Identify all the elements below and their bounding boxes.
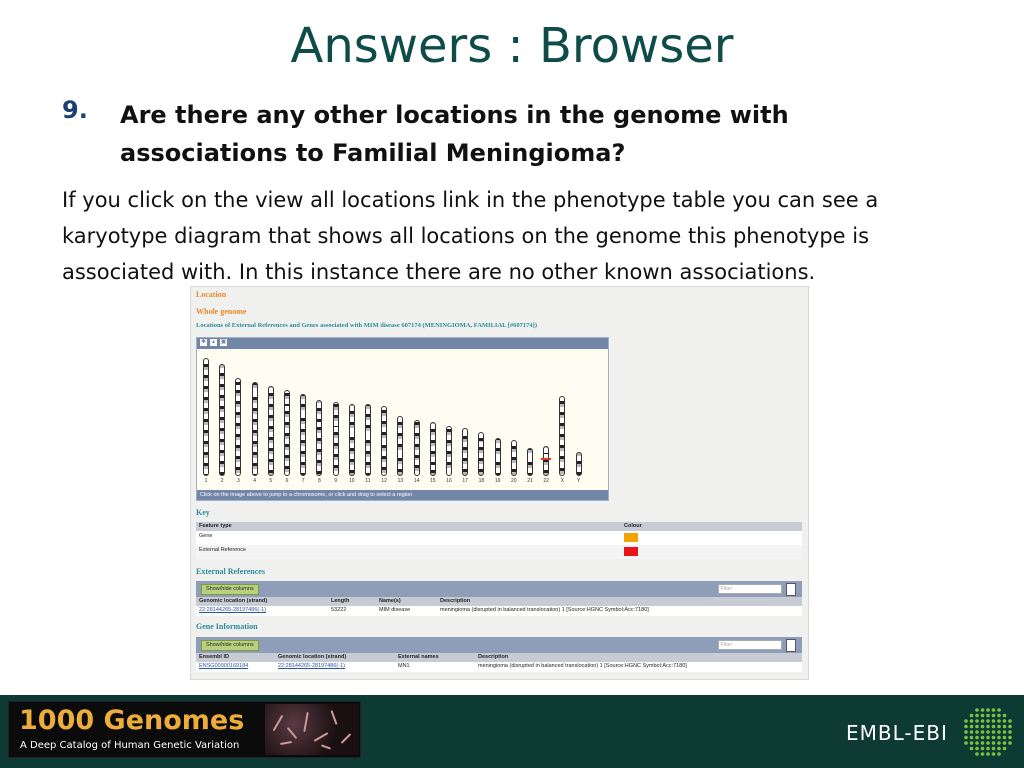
chromosome-16[interactable]: [446, 426, 452, 476]
filter-input[interactable]: Filter: [718, 640, 782, 650]
chromosome-label: 18: [478, 478, 485, 484]
key-table: [196, 522, 802, 562]
header-colour: Colour: [624, 523, 642, 529]
chromosome-label: X: [560, 478, 565, 484]
chromosome-label: 22: [543, 478, 549, 484]
chromosome-19[interactable]: [495, 438, 501, 476]
gene-information-heading: Gene Information: [196, 622, 258, 631]
table-header: [196, 597, 802, 606]
chromosome-label: 3: [237, 478, 240, 484]
chromosome-photo: [265, 704, 359, 755]
header-description: Description: [478, 654, 509, 660]
chromosome-label: 21: [527, 478, 533, 484]
table-header: [196, 522, 802, 531]
chromosome-10[interactable]: [349, 404, 355, 476]
chromosome-label: 7: [301, 478, 305, 484]
location-heading: Location: [196, 290, 227, 299]
header-description: Description: [440, 598, 471, 604]
table-row: [196, 545, 802, 559]
karyotype-toolbar: [197, 338, 608, 349]
question-line-2: associations to Familial Meningioma?: [120, 139, 626, 167]
gear-icon[interactable]: ✱: [200, 339, 207, 345]
chromosome-label: 11: [365, 478, 371, 484]
karyotype-subtitle: Locations of External References and Genes associated with MIM disease 607174 (MENINGIOMA, FAMILIAL [#607174]): [196, 322, 537, 329]
chromosome-label: 10: [349, 478, 355, 484]
answer-text: If you click on the view all locations link in the phenotype table you can see a karyotype diagram that shows all locations on the genome this phenotype is associated with. In this instance there are no other known associations.: [62, 188, 879, 284]
chromosome-label: 13: [397, 478, 404, 484]
ext-ref-description: meningioma (disrupted in balanced translocation) 1 [Source:HGNC Symbol;Acc:7180]: [440, 607, 649, 613]
chromosome-8[interactable]: [316, 400, 322, 476]
ensembl-id-link[interactable]: ENSG00000169184: [199, 663, 249, 669]
key-extref-label: External Reference: [199, 547, 247, 553]
table-row: [196, 531, 802, 545]
export-table-icon[interactable]: [786, 583, 796, 596]
gene-info-toolbar: [196, 637, 802, 653]
chromosome-Y[interactable]: [576, 452, 582, 476]
chromosome-label: 15: [430, 478, 436, 484]
chromosome-22[interactable]: [543, 446, 549, 476]
image-icon[interactable]: ▣: [220, 339, 227, 345]
chromosome-11[interactable]: [365, 404, 371, 476]
logo-main-text: 1000 Genomes: [19, 705, 245, 736]
header-external-names: External names: [398, 654, 439, 660]
mn1-location-marker[interactable]: [541, 458, 551, 460]
embl-ebi-text: EMBL-EBI: [846, 721, 948, 745]
chromosome-20[interactable]: [511, 440, 517, 476]
chromosome-2[interactable]: [219, 364, 225, 476]
header-ensembl-id: Ensembl ID: [199, 654, 229, 660]
gene-colour-swatch: [624, 533, 638, 542]
chromosome-label: 9: [334, 478, 337, 484]
key-heading: Key: [196, 508, 210, 517]
karyotype-footer: Click on the image above to jump to a chromosome, or click and drag to select a region: [197, 490, 608, 500]
chromosome-label: 16: [446, 478, 452, 484]
chromosome-label: 6: [285, 478, 289, 484]
question-number: 9.: [62, 96, 88, 124]
table-row: [196, 606, 802, 616]
chromosome-6[interactable]: [284, 390, 290, 476]
chromosome-13[interactable]: [397, 416, 403, 476]
chromosome-17[interactable]: [462, 428, 468, 476]
question-text: [120, 96, 880, 172]
gene-external-name: MN1: [398, 663, 410, 669]
browser-screenshot: [190, 286, 809, 680]
chromosome-5[interactable]: [268, 386, 274, 476]
header-genomic-location: Genomic location (strand): [199, 598, 268, 604]
chromosome-label: 14: [413, 478, 420, 484]
embl-ebi-logo-icon: [962, 706, 1014, 758]
header-feature-type: Feature type: [199, 523, 232, 529]
ext-ref-location-link[interactable]: 22:28144265-28197486(-1): [199, 607, 266, 613]
show-hide-columns-button[interactable]: Show/hide columns: [201, 584, 259, 595]
export-icon[interactable]: ▴: [211, 339, 215, 345]
ext-refs-table: [196, 597, 802, 617]
ext-ref-length: 53222: [331, 607, 347, 613]
key-gene-label: Gene: [199, 533, 213, 539]
chromosome-9[interactable]: [333, 402, 339, 476]
chromosome-label: 12: [381, 478, 387, 484]
chromosome-4[interactable]: [252, 382, 258, 476]
chromosome-X[interactable]: [559, 396, 565, 476]
gene-description: meningioma (disrupted in balanced translocation) 1 [Source:HGNC Symbol;Acc:7180]: [478, 663, 687, 669]
gene-location-link[interactable]: 22:28144265-28197486(-1): [278, 663, 345, 669]
chromosome-label: 19: [494, 478, 501, 484]
chromosome-21[interactable]: [527, 448, 533, 476]
chromosome-3[interactable]: [235, 378, 241, 476]
ext-refs-toolbar: [196, 581, 802, 597]
chromosome-18[interactable]: [478, 432, 484, 476]
1000-genomes-logo: [8, 701, 361, 758]
chromosome-15[interactable]: [430, 422, 436, 476]
question-line-1: Are there any other locations in the genome with: [120, 101, 789, 129]
header-length: Length: [331, 598, 350, 604]
chromosome-7[interactable]: [300, 394, 306, 476]
whole-genome-heading: Whole genome: [196, 307, 247, 316]
chromosome-label: 17: [462, 478, 468, 484]
filter-input[interactable]: Filter: [718, 584, 782, 594]
chromosome-label: 4: [253, 478, 256, 484]
gene-table: [196, 653, 802, 673]
chromosome-label: 2: [220, 478, 224, 484]
chromosome-label: Y: [576, 478, 581, 484]
export-table-icon[interactable]: [786, 639, 796, 652]
header-names: Name(s): [379, 598, 401, 604]
chromosome-label: 20: [511, 478, 517, 484]
chromosome-1[interactable]: [203, 358, 209, 476]
external-references-heading: External References: [196, 567, 265, 576]
slide-title: Answers : Browser: [290, 18, 734, 74]
karyotype-panel[interactable]: [196, 337, 609, 501]
logo-subtitle: A Deep Catalog of Human Genetic Variation: [20, 740, 240, 751]
chromosome-label: 1: [204, 478, 208, 484]
table-header: [196, 653, 802, 662]
chromosome-12[interactable]: [381, 406, 387, 476]
chromosome-label: 8: [318, 478, 321, 484]
extref-colour-swatch: [624, 547, 638, 556]
ext-ref-name: MIM disease: [379, 607, 411, 613]
header-genomic-location: Genomic location (strand): [278, 654, 347, 660]
chromosome-14[interactable]: [414, 420, 420, 476]
show-hide-columns-button[interactable]: Show/hide columns: [201, 640, 259, 651]
chromosome-label: 5: [269, 478, 273, 484]
table-row: [196, 662, 802, 672]
